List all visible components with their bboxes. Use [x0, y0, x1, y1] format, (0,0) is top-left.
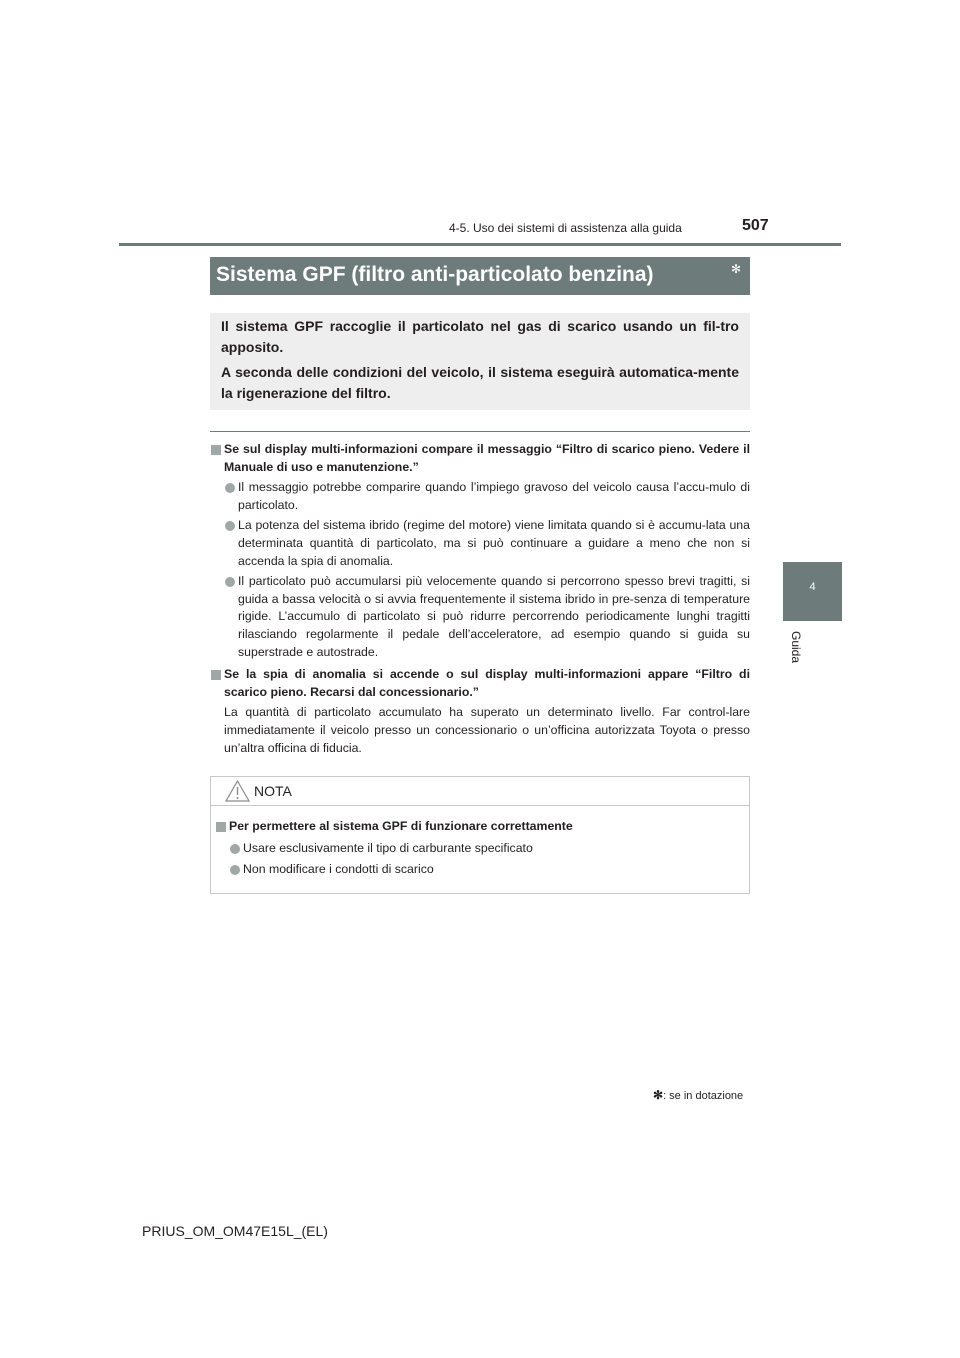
square-bullet-icon: [216, 822, 226, 832]
list-item-text: Non modificare i condotti di scarico: [243, 862, 434, 877]
list-item-text: Il particolato può accumularsi più velocemente quando si percorrono spesso brevi tragitti, si guida a bassa velocità o si avvia frequentemente il sistema ibrido in pre-senza di temperature rigide. L’accumulo di particolato si può ridurre percorrendo periodicamente lunghi tragitti rilasciando regolarmente il pedale dell’acceleratore, ad esempio quando si guida su superstrade e autostrade.: [238, 574, 750, 659]
list-item-text: La potenza del sistema ibrido (regime del motore) viene limitata quando si è accumu-lata una determinata quantità di particolato, ma si può continuare a guidare a meno che non si accenda la spia di anomalia.: [238, 518, 750, 568]
nota-box: [210, 776, 750, 894]
intro-paragraph: A seconda delle condizioni del veicolo, il sistema eseguirà automatica-mente la rigenerazione del filtro.: [221, 364, 739, 401]
document-code: PRIUS_OM_OM47E15L_(EL): [142, 1223, 328, 1239]
topic-heading: [210, 441, 750, 476]
list-item-text: Il messaggio potrebbe comparire quando l’impiego gravoso del veicolo causa l’accu-mulo di particolato.: [238, 480, 750, 512]
optional-equipment-marker: ✻: [731, 262, 742, 276]
chapter-tab-number: 4: [809, 581, 816, 593]
nota-body: [211, 806, 749, 879]
footnote: [653, 1088, 743, 1102]
round-bullet-icon: [230, 844, 240, 854]
round-bullet-icon: [225, 521, 235, 531]
round-bullet-icon: [230, 865, 240, 875]
nota-header: [211, 777, 749, 806]
header-rule: [119, 243, 841, 246]
list-item-text: Usare esclusivamente il tipo di carburante specificato: [243, 840, 533, 855]
list-item: [210, 517, 750, 570]
chapter-tab: [783, 562, 842, 621]
square-bullet-icon: [211, 670, 221, 680]
round-bullet-icon: [225, 577, 235, 587]
nota-heading: [215, 818, 739, 836]
footnote-marker: ✻: [653, 1088, 664, 1102]
warning-triangle-icon: [225, 780, 250, 802]
intro-box: [210, 313, 750, 410]
page-number: 507: [742, 217, 769, 234]
square-bullet-icon: [211, 445, 221, 455]
section-title-bar: [210, 257, 750, 295]
running-header: 4-5. Uso dei sistemi di assistenza alla guida: [449, 221, 682, 235]
main-content: [210, 441, 750, 757]
list-item: [210, 573, 750, 661]
list-item: [210, 479, 750, 514]
list-item: [215, 840, 739, 858]
footnote-text: : se in dotazione: [663, 1090, 744, 1102]
topic-heading-text: Se la spia di anomalia si accende o sul display multi-informazioni appare “Filtro di scarico pieno. Recarsi dal concessionario.”: [224, 667, 750, 699]
nota-heading-text: Per permettere al sistema GPF di funzionare correttamente: [229, 819, 573, 833]
list-item: [215, 861, 739, 879]
chapter-tab-label: Guida: [789, 631, 803, 664]
section-title: Sistema GPF (filtro anti-particolato benzina): [216, 263, 654, 286]
intro-paragraph: Il sistema GPF raccoglie il particolato nel gas di scarico usando un fil-tro apposito.: [221, 318, 739, 355]
topic-heading: [210, 666, 750, 701]
topic-heading-text: Se sul display multi-informazioni compare il messaggio “Filtro di scarico pieno. Vedere il Manuale di uso e manutenzione.”: [224, 442, 750, 474]
topic-body-text: La quantità di particolato accumulato ha superato un determinato livello. Far control-lare immediatamente il veicolo presso un concessionario o un’officina autorizzata Toyota o presso un’altra officina di fiducia.: [224, 705, 750, 755]
round-bullet-icon: [225, 483, 235, 493]
nota-title: NOTA: [254, 783, 292, 799]
section-divider: [210, 431, 750, 432]
